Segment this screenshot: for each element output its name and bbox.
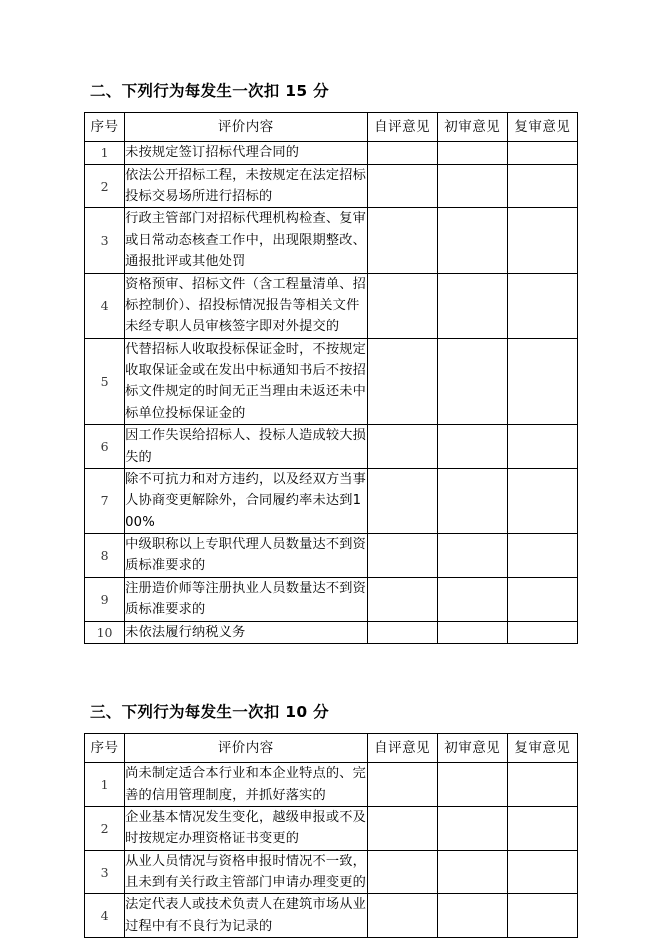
table-row [85, 468, 578, 533]
first-review-cell[interactable] [437, 338, 507, 425]
self-opinion-cell[interactable] [367, 468, 437, 533]
row-content: 法定代表人或技术负责人在建筑市场从业过程中有不良行为记录的 [125, 894, 367, 938]
final-review-cell[interactable] [507, 763, 577, 807]
first-review-cell[interactable] [437, 577, 507, 621]
column-header-first: 初审意见 [437, 734, 507, 763]
final-review-cell[interactable] [507, 468, 577, 533]
self-opinion-cell[interactable] [367, 621, 437, 643]
table-row [85, 534, 578, 578]
self-opinion-cell[interactable] [367, 850, 437, 894]
row-content: 除不可抗力和对方违约，以及经双方当事人协商变更解除外，合同履约率未达到100% [125, 468, 367, 533]
final-review-cell[interactable] [507, 338, 577, 425]
first-review-cell[interactable] [437, 425, 507, 469]
self-opinion-cell[interactable] [367, 208, 437, 273]
row-number: 9 [85, 577, 125, 621]
self-opinion-cell[interactable] [367, 763, 437, 807]
final-review-cell[interactable] [507, 425, 577, 469]
final-review-cell[interactable] [507, 850, 577, 894]
row-content: 尚未制定适合本行业和本企业特点的、完善的信用管理制度，并抓好落实的 [125, 763, 367, 807]
column-header-review: 复审意见 [507, 113, 577, 142]
column-header-review: 复审意见 [507, 734, 577, 763]
first-review-cell[interactable] [437, 142, 507, 164]
first-review-cell[interactable] [437, 763, 507, 807]
table-row [85, 142, 578, 164]
first-review-cell[interactable] [437, 534, 507, 578]
table-row [85, 273, 578, 338]
table-header-row [85, 113, 578, 142]
row-number: 2 [85, 806, 125, 850]
final-review-cell[interactable] [507, 534, 577, 578]
row-content: 资格预审、招标文件（含工程量清单、招标控制价）、招投标情况报告等相关文件未经专职人员审核签字即对外提交的 [125, 273, 367, 338]
table-row [85, 208, 578, 273]
row-number: 8 [85, 534, 125, 578]
row-content: 中级职称以上专职代理人员数量达不到资质标准要求的 [125, 534, 367, 578]
column-header-self: 自评意见 [367, 113, 437, 142]
row-number: 4 [85, 273, 125, 338]
self-opinion-cell[interactable] [367, 164, 437, 208]
evaluation-table-15 [84, 112, 578, 644]
column-header-no: 序号 [85, 734, 125, 763]
row-number: 2 [85, 164, 125, 208]
row-number: 5 [85, 338, 125, 425]
final-review-cell[interactable] [507, 273, 577, 338]
column-header-self: 自评意见 [367, 734, 437, 763]
final-review-cell[interactable] [507, 208, 577, 273]
row-number: 10 [85, 621, 125, 643]
column-header-first: 初审意见 [437, 113, 507, 142]
row-content: 从业人员情况与资格申报时情况不一致，且未到有关行政主管部门申请办理变更的 [125, 850, 367, 894]
first-review-cell[interactable] [437, 621, 507, 643]
row-number: 3 [85, 850, 125, 894]
row-content: 未依法履行纳税义务 [125, 621, 367, 643]
row-number: 4 [85, 894, 125, 938]
self-opinion-cell[interactable] [367, 273, 437, 338]
self-opinion-cell[interactable] [367, 894, 437, 938]
first-review-cell[interactable] [437, 806, 507, 850]
first-review-cell[interactable] [437, 208, 507, 273]
column-header-content: 评价内容 [125, 734, 367, 763]
section-deduct-10 [84, 701, 578, 938]
self-opinion-cell[interactable] [367, 577, 437, 621]
column-header-content: 评价内容 [125, 113, 367, 142]
row-number: 7 [85, 468, 125, 533]
table-row [85, 425, 578, 469]
table-row [85, 763, 578, 807]
self-opinion-cell[interactable] [367, 338, 437, 425]
final-review-cell[interactable] [507, 621, 577, 643]
document-content [84, 80, 578, 938]
final-review-cell[interactable] [507, 806, 577, 850]
row-content: 依法公开招标工程，未按规定在法定招标投标交易场所进行招标的 [125, 164, 367, 208]
column-header-no: 序号 [85, 113, 125, 142]
table-row [85, 577, 578, 621]
section-deduct-15 [84, 80, 578, 644]
row-number: 3 [85, 208, 125, 273]
table-row [85, 164, 578, 208]
first-review-cell[interactable] [437, 894, 507, 938]
table-row [85, 806, 578, 850]
first-review-cell[interactable] [437, 468, 507, 533]
self-opinion-cell[interactable] [367, 425, 437, 469]
table-row [85, 850, 578, 894]
section-heading: 三、下列行为每发生一次扣 10 分 [90, 702, 329, 721]
row-number: 6 [85, 425, 125, 469]
table-row [85, 621, 578, 643]
self-opinion-cell[interactable] [367, 142, 437, 164]
row-content: 企业基本情况发生变化，越级申报或不及时按规定办理资格证书变更的 [125, 806, 367, 850]
row-content: 代替招标人收取投标保证金时，不按规定收取保证金或在发出中标通知书后不按招标文件规定的时间无正当理由未返还未中标单位投标保证金的 [125, 338, 367, 425]
final-review-cell[interactable] [507, 164, 577, 208]
row-content: 行政主管部门对招标代理机构检查、复审或日常动态核查工作中，出现限期整改、通报批评或其他处罚 [125, 208, 367, 273]
self-opinion-cell[interactable] [367, 806, 437, 850]
row-content: 未按规定签订招标代理合同的 [125, 142, 367, 164]
first-review-cell[interactable] [437, 850, 507, 894]
row-content: 注册造价师等注册执业人员数量达不到资质标准要求的 [125, 577, 367, 621]
evaluation-table-10 [84, 733, 578, 938]
final-review-cell[interactable] [507, 577, 577, 621]
row-number: 1 [85, 142, 125, 164]
final-review-cell[interactable] [507, 894, 577, 938]
section-heading: 二、下列行为每发生一次扣 15 分 [90, 82, 329, 100]
first-review-cell[interactable] [437, 273, 507, 338]
section-spacer [84, 644, 578, 701]
table-header-row [85, 734, 578, 763]
row-number: 1 [85, 763, 125, 807]
final-review-cell[interactable] [507, 142, 577, 164]
table-row [85, 338, 578, 425]
row-content: 因工作失误给招标人、投标人造成较大损失的 [125, 425, 367, 469]
table-row [85, 894, 578, 938]
self-opinion-cell[interactable] [367, 534, 437, 578]
first-review-cell[interactable] [437, 164, 507, 208]
